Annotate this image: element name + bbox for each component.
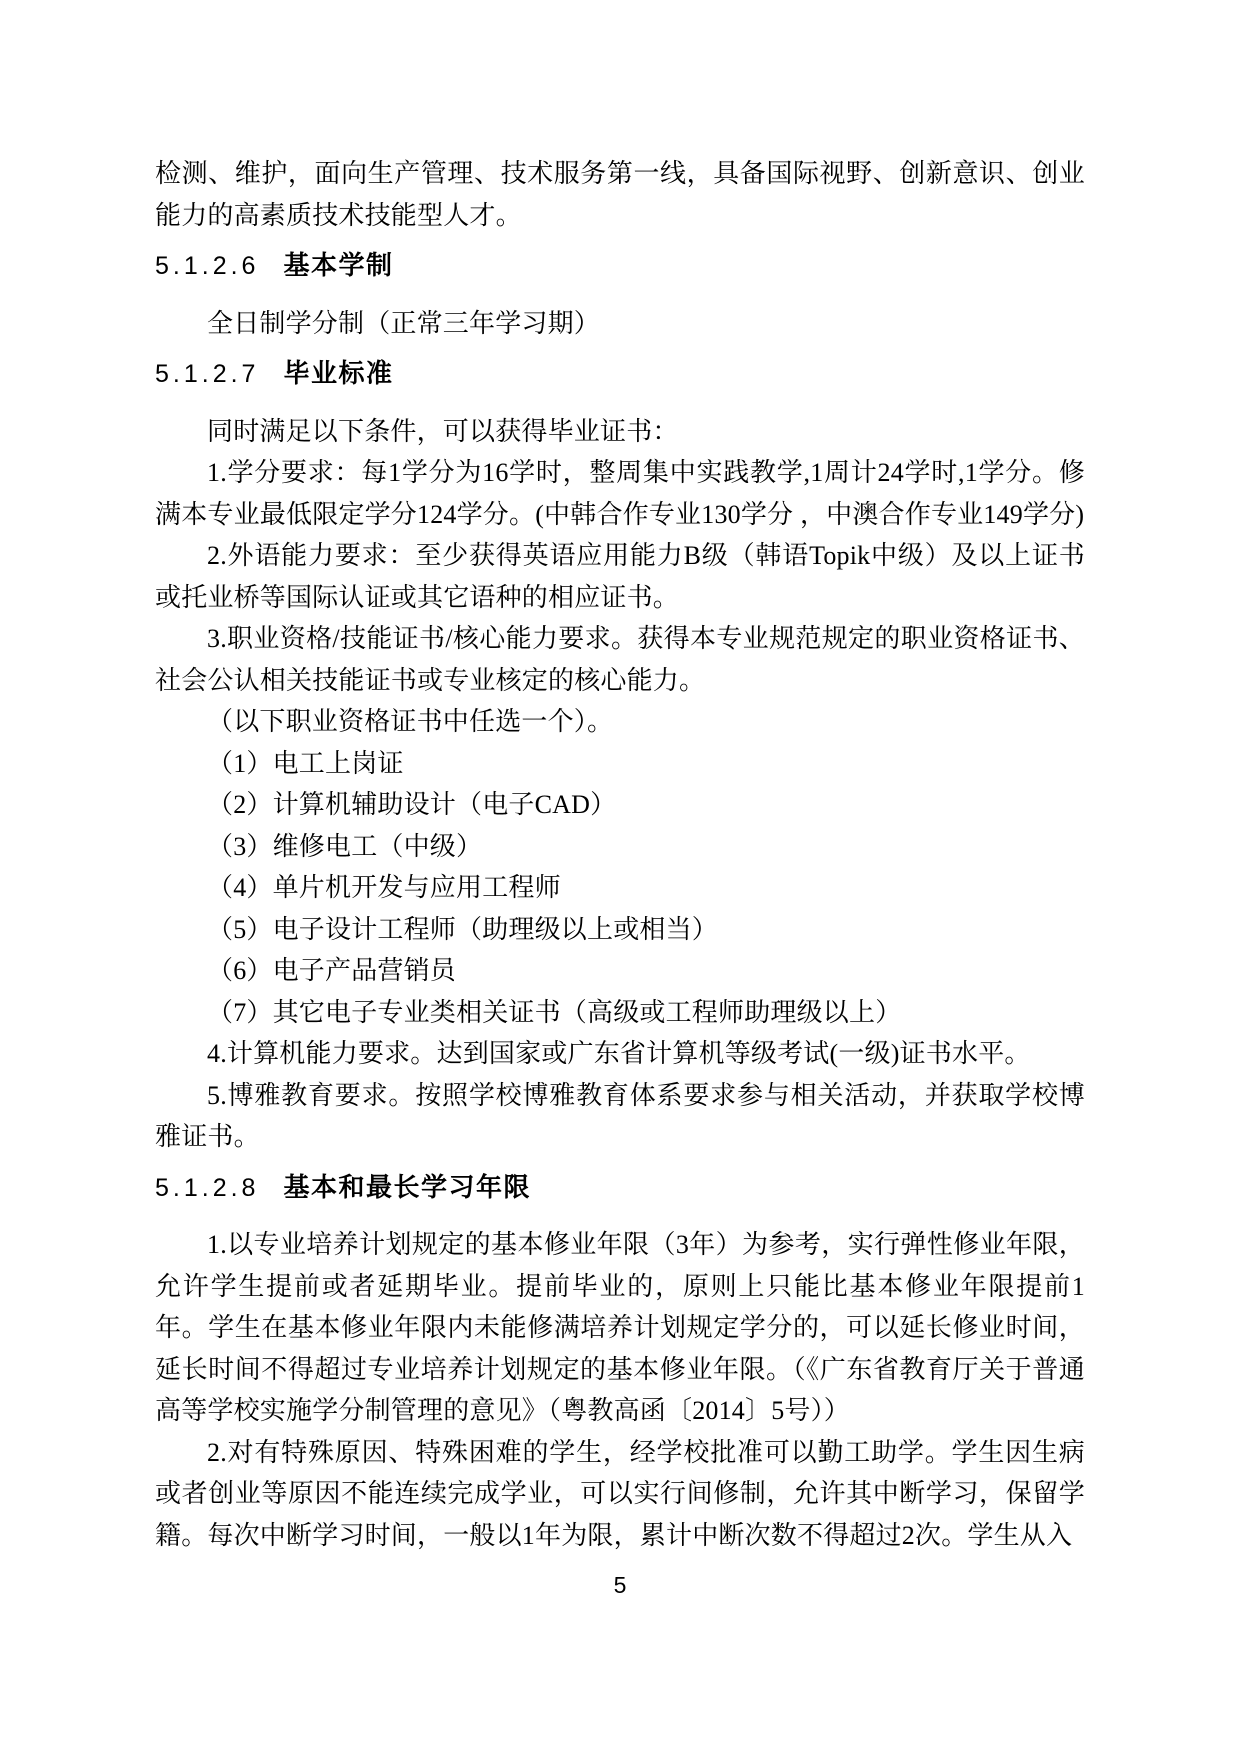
page-number: 5: [613, 1572, 627, 1598]
list-item-1: （1）电工上岗证: [207, 748, 404, 778]
list-item-3: （3）维修电工（中级）: [207, 831, 483, 861]
section-number: 5.1.2.7: [155, 360, 260, 388]
list-item-2: （2）计算机辅助设计（电子CAD）: [207, 790, 617, 819]
paragraph-certificate-requirement: 3.职业资格/技能证书/核心能力要求。获得本专业规范规定的职业资格证书、社会公认相关技能证书或专业核定的核心能力。: [155, 624, 1085, 695]
section-title: 基本学制: [283, 250, 394, 280]
section-heading-5-1-2-6: [155, 245, 1085, 288]
section-heading-5-1-2-7: [155, 353, 1085, 396]
section-number: 5.1.2.8: [155, 1173, 260, 1202]
paragraph-study-system: 全日制学分制（正常三年学习期）: [207, 308, 601, 338]
paragraph-continuation: 检测、维护，面向生产管理、技术服务第一线，具备国际视野、创新意识、创业能力的高素质技术技能型人才。: [155, 159, 1085, 230]
list-item-5: （5）电子设计工程师（助理级以上或相当）: [207, 914, 719, 944]
list-item-4: （4）单片机开发与应用工程师: [207, 873, 561, 902]
paragraph-graduation-intro: 同时满足以下条件，可以获得毕业证书：: [207, 416, 679, 446]
paragraph-credit-requirement: 1.学分要求：每1学分为16学时，整周集中实践教学,1周计24学时,1学分。修满本专业最低限定学分124学分。(中韩合作专业130学分 ，中澳合作专业149学分): [155, 458, 1085, 529]
paragraph-certificate-note: （以下职业资格证书中任选一个）。: [207, 707, 614, 736]
paragraph-language-requirement: 2.外语能力要求：至少获得英语应用能力B级（韩语Topik中级）及以上证书或托业桥等国际认证或其它语种的相应证书。: [155, 541, 1085, 612]
paragraph-study-duration: 1.以专业培养计划规定的基本修业年限（3年）为参考，实行弹性修业年限，允许学生提前或者延期毕业。提前毕业的，原则上只能比基本修业年限提前1年。学生在基本修业年限内未能修满培养计划规定学分的，可以延长修业时间，延长时间不得超过专业培养计划规定的基本修业年限。（《广东省教育厅关于普通高等学校实施学分制管理的意见》（粤教高函〔2014〕5号））: [155, 1230, 1085, 1425]
list-item-6: （6）电子产品营销员: [207, 956, 457, 985]
section-number: 5.1.2.6: [155, 252, 260, 280]
section-title: 基本和最长学习年限: [283, 1171, 531, 1202]
section-title: 毕业标准: [283, 358, 394, 388]
paragraph-special-cases: 2.对有特殊原因、特殊困难的学生，经学校批准可以勤工助学。学生因生病或者创业等原因不能连续完成学业，可以实行间修制，允许其中断学习，保留学籍。每次中断学习时间，一般以1年为限，累计中断次数不得超过2次。学生从入: [155, 1437, 1085, 1550]
paragraph-liberal-education-requirement: 5.博雅教育要求。按照学校博雅教育体系要求参与相关活动，并获取学校博雅证书。: [155, 1080, 1085, 1151]
list-item-7: （7）其它电子专业类相关证书（高级或工程师助理级以上）: [207, 997, 902, 1027]
paragraph-computer-requirement: 4.计算机能力要求。达到国家或广东省计算机等级考试(一级)证书水平。: [207, 1039, 1031, 1068]
section-heading-5-1-2-8: [155, 1167, 1085, 1210]
page-content: [155, 153, 1085, 1556]
